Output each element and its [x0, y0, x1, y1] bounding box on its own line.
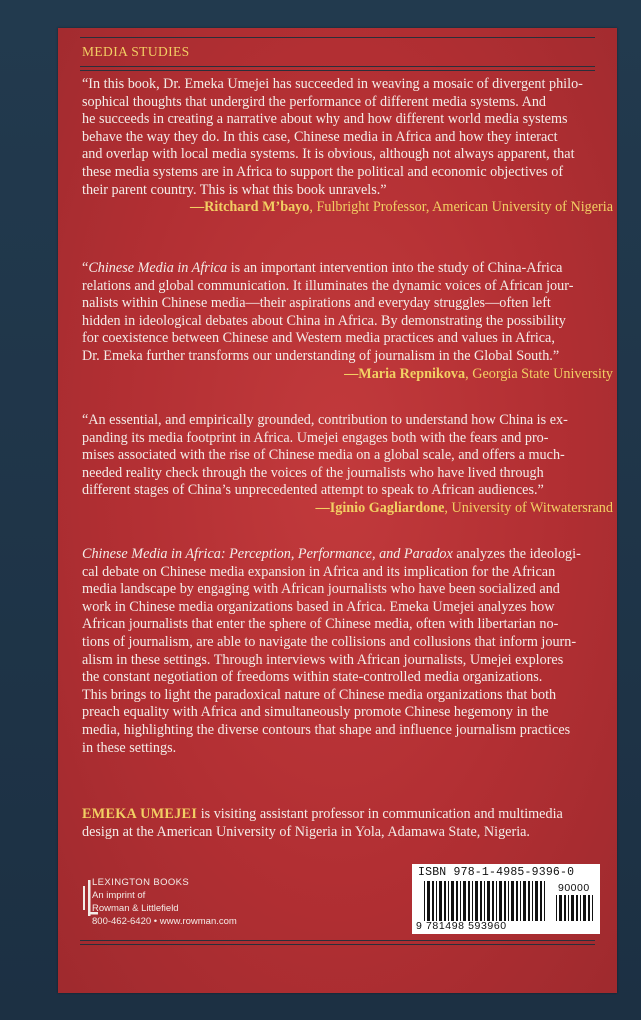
bottom-rule-bottom — [80, 944, 595, 945]
book-description — [82, 546, 613, 757]
endorsement-2-line: hidden in ideological debates about China in Africa. By demonstrating the possibility — [82, 312, 566, 329]
endorsement-1-line: their parent country. This is what this book unravels.” — [82, 181, 387, 198]
barcode-bar — [475, 881, 478, 921]
isbn-barcode — [412, 864, 600, 934]
endorsement-3-line: different stages of China’s unprecedented attempt to speak to African audiences.” — [82, 482, 544, 499]
endorsement-3-attribution — [82, 500, 613, 518]
barcode-bar — [588, 895, 590, 921]
barcode-bar — [432, 881, 434, 921]
barcode-bar — [523, 881, 526, 921]
barcode-bar — [427, 881, 430, 921]
endorsement-2-line: nalists within Chinese media—their aspirations and everyday struggles—often left — [82, 295, 551, 312]
barcode-bar — [484, 881, 485, 921]
barcode-bar — [571, 895, 574, 921]
barcode-bar — [544, 881, 545, 921]
barcode-bar — [436, 881, 437, 921]
author-bio-line: design at the American University of Nigeria in Yola, Adamawa State, Nigeria. — [82, 823, 530, 840]
description-line: alism in these settings. Through interviews with African journalists, Umejei explores — [82, 651, 564, 668]
barcode-bar — [535, 881, 538, 921]
barcode-bar — [576, 895, 578, 921]
barcode-bar — [532, 881, 533, 921]
endorsement-2-line: for coexistence between Chinese and Western media practices and values in Africa, — [82, 330, 555, 347]
barcode-bar — [528, 881, 530, 921]
endorsement-1-line: behave the way they do. In this case, Chinese media in Africa and how they interact — [82, 128, 558, 145]
barcode-bar — [460, 881, 461, 921]
description-line: the constant negotiation of freedoms within state-controlled media organizations. — [82, 669, 543, 686]
barcode-bar — [444, 881, 446, 921]
endorsement-1-line: “In this book, Dr. Emeka Umejei has succeeded in weaving a mosaic of divergent philo- — [82, 76, 583, 92]
series-label: MEDIA STUDIES — [82, 44, 190, 59]
back-cover — [58, 28, 617, 993]
ean-digits: 9 781498 593960 — [416, 920, 507, 932]
barcode-bar — [492, 881, 494, 921]
publisher-contact: 800-462-6420 • www.rowman.com — [92, 916, 237, 927]
barcode-bar — [468, 881, 470, 921]
author-bio-line — [82, 806, 613, 824]
barcode-bar — [448, 881, 449, 921]
description-line: African journalists that enter the sphere of Chinese media, often with libertarian no- — [82, 616, 559, 633]
endorsement-1-line: sophical thoughts that undergird the performance of different media systems. And — [82, 93, 547, 110]
endorsement-3-line: mises associated with the rise of Chinese media on a global scale, and offers a much- — [82, 447, 565, 464]
top-rule — [80, 37, 595, 38]
description-line: media, highlighting the diverse contours that shape and influence journalism practices — [82, 721, 571, 738]
endorsement-1-line: these media systems are in Africa to support the political and economic objectives of — [82, 163, 564, 180]
description-line: tions of journalism, are able to navigate the collisions and collusions that inform journ- — [82, 633, 577, 650]
addon-barcode-bars — [556, 895, 596, 921]
barcode-bar — [439, 881, 442, 921]
barcode-bar — [592, 895, 593, 921]
endorsement-3-line: panding its media footprint in Africa. Umejei engages both with the fears and pro- — [82, 429, 549, 446]
isbn-number: ISBN 978-1-4985-9396-0 — [418, 866, 575, 879]
description-line: preach equality with Africa and simultaneously promote Chinese hegemony in the — [82, 704, 549, 721]
barcode-bar — [580, 895, 581, 921]
series-rule-top — [80, 66, 595, 67]
ean-barcode-bars — [424, 881, 550, 921]
endorsement-1-line: he succeeds in creating a narrative about why and how different world media systems — [82, 111, 568, 128]
endorsement-1-line: and overlap with local media systems. It is obvious, although not always apparent, that — [82, 146, 575, 163]
description-line: in these settings. — [82, 739, 177, 756]
publisher-imprint: An imprint of — [92, 890, 146, 901]
barcode-bar — [472, 881, 473, 921]
endorser-affiliation: , Fulbright Professor, American University of Nigeria — [309, 199, 613, 216]
endorsement-3 — [82, 412, 613, 518]
description-line: work in Chinese media organizations based in Africa. Emeka Umejei analyzes how — [82, 598, 555, 615]
barcode-bar — [540, 881, 542, 921]
barcode-bar — [511, 881, 514, 921]
endorsement-1 — [82, 76, 613, 217]
series-rule-bottom — [80, 70, 595, 71]
endorsement-3-line: “An essential, and empirically grounded, contribution to understand how China is ex- — [82, 412, 568, 428]
endorsement-2-line: “Chinese Media in Africa is an important intervention into the study of China-Africa — [82, 260, 563, 276]
publisher-parent: Rowman & Littlefield — [92, 903, 179, 914]
bottom-rule-top — [80, 940, 595, 941]
barcode-bar — [424, 881, 425, 921]
description-line: This brings to light the paradoxical nature of Chinese media organizations that both — [82, 686, 557, 703]
publisher-info — [92, 876, 237, 928]
description-line: media landscape by engaging with African journalists who have been socialized and — [82, 581, 560, 598]
barcode-bar — [480, 881, 482, 921]
endorser-name: —Maria Repnikova — [344, 365, 466, 382]
publisher-brand: LEXINGTON BOOKS — [92, 877, 190, 888]
endorsement-2 — [82, 260, 613, 383]
price-code: 90000 — [558, 882, 590, 894]
barcode-bar — [516, 881, 518, 921]
author-bio-text: is visiting assistant professor in communication and multimedia — [197, 806, 563, 822]
endorser-affiliation: , University of Witwatersrand — [444, 499, 613, 516]
barcode-bar — [564, 895, 566, 921]
endorsement-2-line: Dr. Emeka further transforms our understanding of journalism in the Global South.” — [82, 347, 560, 364]
description-line: Chinese Media in Africa: Perception, Performance, and Paradox analyzes the ideologi- — [82, 546, 581, 562]
barcode-bar — [456, 881, 458, 921]
barcode-bar — [568, 895, 569, 921]
barcode-bar — [463, 881, 466, 921]
endorsement-2-line: relations and global communication. It illuminates the dynamic voices of African jour- — [82, 277, 574, 294]
barcode-bar — [487, 881, 490, 921]
endorser-name: —Iginio Gagliardone — [315, 499, 445, 516]
endorsement-1-attribution — [82, 199, 613, 217]
endorser-name: —Ritchard M’bayo — [189, 199, 310, 216]
barcode-bar — [583, 895, 586, 921]
endorsement-3-line: needed reality check through the voices of the journalists who have lived through — [82, 464, 544, 481]
endorsement-2-attribution — [82, 366, 613, 384]
book-title-italic: Chinese Media in Africa: Perception, Performance, and Paradox — [82, 546, 453, 562]
barcode-bar — [556, 895, 557, 921]
barcode-bar — [451, 881, 454, 921]
barcode-bar — [504, 881, 506, 921]
barcode-bar — [499, 881, 502, 921]
barcode-bar — [520, 881, 521, 921]
barcode-bar — [559, 895, 562, 921]
barcode-bar — [508, 881, 509, 921]
endorser-affiliation: , Georgia State University — [465, 365, 613, 382]
author-name: EMEKA UMEJEI — [82, 806, 198, 822]
barcode-bar — [496, 881, 497, 921]
description-line: cal debate on Chinese media expansion in Africa and its implication for the African — [82, 563, 556, 580]
author-bio — [82, 806, 613, 841]
